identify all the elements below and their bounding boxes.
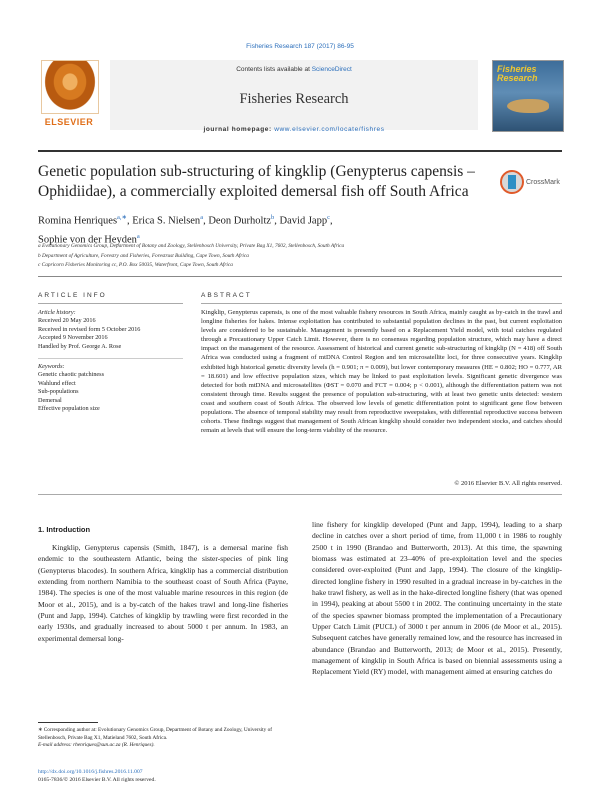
intro-column-2: line fishery for kingklip developed (Punt and Japp, 1994), leading to a sharp decline in catches over a short period of time, from 11,000 t in 1986 to roughly 2500 t in 1990 (Brandao and Butterworth, 2013). At this time, the spawning biomass was estimated at 23–40% of pre-exploitation level and the species considered over-exploited (Punt and Japp, 1994). The closure of the kingklip-directed longline fishery in 1990 resulted in a gradual increase in by-catches in the hake trawl fishery, as well as in the hake-directed longline fishery (that was opened in 1994), peaking at about 5500 t in 2002. The continuing uncertainty in the state of the species spawner biomass prompted the implementation of a Precautionary Upper Catch Limit (PUCL) of 3000 t per annum in 2006 (de Moor et al., 2015). Subsequent catches have generally remained low, and the resource has increased in abundance (Brandao and Butterworth, 2013; de Moor et al., 2015). Presently, management of kingklip in South Africa is based on biennial assessments using a Replacement Yield (RY) model, with management aimed at ensuring catches do (312, 520, 562, 677)
crossmark-label: CrossMark (526, 178, 560, 186)
masthead-banner (110, 60, 478, 130)
article-info-rule (38, 303, 183, 304)
elsevier-tree-icon (41, 60, 99, 114)
introduction-heading: 1. Introduction (38, 525, 91, 534)
cover-title: Fisheries Research (497, 64, 538, 83)
abstract-heading: ABSTRACT (201, 292, 252, 299)
keywords (38, 363, 166, 413)
authors-line-1: Romina Henriques$^{a,∗}$, Erica S. Nielsen$^a$, Deon Durholtz$^b$, David Japp$^c$, (38, 214, 333, 227)
sciencedirect-link[interactable]: ScienceDirect (311, 66, 352, 73)
doi-block (38, 768, 288, 784)
keyword-item: Wahlund effect (38, 379, 76, 387)
affiliation-c: c Capricorn Fisheries Monitoring cc, P.O. Box 50035, Waterfront, Cape Town, South Africa (38, 262, 233, 268)
issn-line: 0165-7836/© 2016 Elsevier B.V. All rights reserved. (38, 777, 156, 783)
intro-column-1: Kingklip, Genypterus capensis (Smith, 1847), is a demersal marine fish endemic to the southeastern Atlantic, being the sister-species of pink ling (Genypterus blacodes). In southern Africa, kingklip has a commercial distribution extending from northern Namibia to the southeast coast of South Africa (Payne, 1984). The species is one of the most valuable marine resources in this region (de Moor et al., 2015), and is a by-catch of the hakes trawl and long-line fisheries (Punt and Japp, 1994). Catches of kingklip by trawling were first recorded in the early 1930s, and gradually increased to about 5000 t per annum. In 1983, an experimental demersal long- (38, 543, 288, 643)
corresponding-author-note: ∗ Corresponding author at: Evolutionary Genomics Group, Department of Botany and Zoology, University of Stellenbosch, Private Bag X1, Matieland 7602, South Africa. (38, 727, 273, 741)
affiliations (38, 242, 562, 271)
history-label: Article history: (38, 309, 76, 316)
affiliation-a: a Evolutionary Genomics Group, Department of Botany and Zoology, Stellenbosch University, Private Bag X1, 7602, Stellenbosch, South Africa (38, 243, 345, 249)
journal-homepage: journal homepage: www.elsevier.com/locate/fishres (203, 126, 385, 133)
article-history (38, 309, 166, 351)
crossmark-badge[interactable] (500, 170, 562, 196)
affiliation-divider (38, 276, 562, 277)
abstract-bottom-rule (38, 494, 562, 495)
header-divider (38, 150, 562, 152)
abstract-rule (201, 303, 562, 304)
authors-line-2: Sophie von der Heyden$^a$ (38, 232, 140, 245)
keyword-item: Demersal (38, 396, 62, 404)
journal-reference-link[interactable]: Fisheries Research 187 (2017) 86-95 (246, 43, 354, 50)
keyword-item: Effective population size (38, 405, 100, 413)
history-accepted: Accepted 9 November 2016 (38, 334, 108, 342)
keywords-label: Keywords: (38, 363, 65, 370)
journal-cover-image (492, 60, 564, 132)
abstract-copyright: © 2016 Elsevier B.V. All rights reserved. (454, 480, 562, 487)
history-revised: Received in revised form 5 October 2016 (38, 325, 141, 333)
footnote (38, 727, 288, 750)
fish-illustration-icon (507, 99, 549, 113)
contents-line: Contents lists available at ScienceDirect (236, 66, 352, 73)
journal-title: Fisheries Research (239, 91, 349, 107)
history-handled: Handled by Prof. George A. Rose (38, 342, 122, 350)
journal-homepage-link[interactable]: www.elsevier.com/locate/fishres (274, 126, 385, 133)
affiliation-b: b Department of Agriculture, Forestry and Fisheries, Forestrust Building, Cape Town, South Africa (38, 252, 249, 259)
masthead (38, 60, 562, 138)
footnote-rule (38, 722, 98, 723)
elsevier-wordmark: ELSEVIER (44, 117, 94, 127)
keyword-item: Sub-populations (38, 388, 79, 396)
keywords-rule (38, 358, 183, 359)
article-info-heading: ARTICLE INFO (38, 292, 107, 299)
email-address: E-mail address: rhenriques@sun.ac.za (R. Henriques). (38, 742, 155, 748)
crossmark-icon (500, 170, 524, 194)
elsevier-logo (38, 60, 100, 130)
history-received: Received 20 May 2016 (38, 317, 96, 325)
doi-link[interactable]: http://dx.doi.org/10.1016/j.fishres.2016.11.007 (38, 769, 143, 775)
keyword-item: Genetic chaotic patchiness (38, 371, 104, 379)
abstract-text: Kingklip, Genypterus capensis, is one of the most valuable fishery resources in South Africa, mainly caught as by-catch in the trawl and longline fisheries for hakes. Intense exploitation has contributed to substantial population declines in the past, but current exploitation levels are considered to be sustainable. Management is presently based on a Replacement Yield model, with total catches regulated through a Precautionary Upper Catch Limit. However, there is no consensus regarding population structure, which may have a direct impact on the management of the resource. Assessment of historical and current genetic sub-structuring of kingklip (N = 418) off South Africa was conducted using a fragment of mtDNA Control Region and ten microsatellite loci, for three consecutive years. Kingklip exhibited high historical genetic diversity levels (h = 0.901; π = 0.009), but lower contemporary measures (HE = 0.802; HO = 0.777, AR = 18.601) and low effective population sizes, which may be linked to past exploitation levels. Significant genetic divergence was detected for both mtDNA and microsatellites (ΦST = 0.070 and FCT = 0.004; p < 0.001), although the differentiation pattern was not consistent through time. Results suggest the presence of population sub-structuring, with at least two genetic units detected: western coast and southern coast of South Africa. The observed low levels of genetic differentiation point to significant gene flow between populations. The absence of temporal stability may result from reproductive sweepstakes, with differential reproductive success between cohorts. These findings suggest that management of South African kingklip should consider two independent stocks, and catches should remain at levels that will ensure the long-term viability of the resource. (201, 309, 562, 435)
article-title: Genetic population sub-structuring of kingklip (Genypterus capensis – Ophidiidae), a commercially exploited demersal fish off South Africa (38, 163, 475, 200)
